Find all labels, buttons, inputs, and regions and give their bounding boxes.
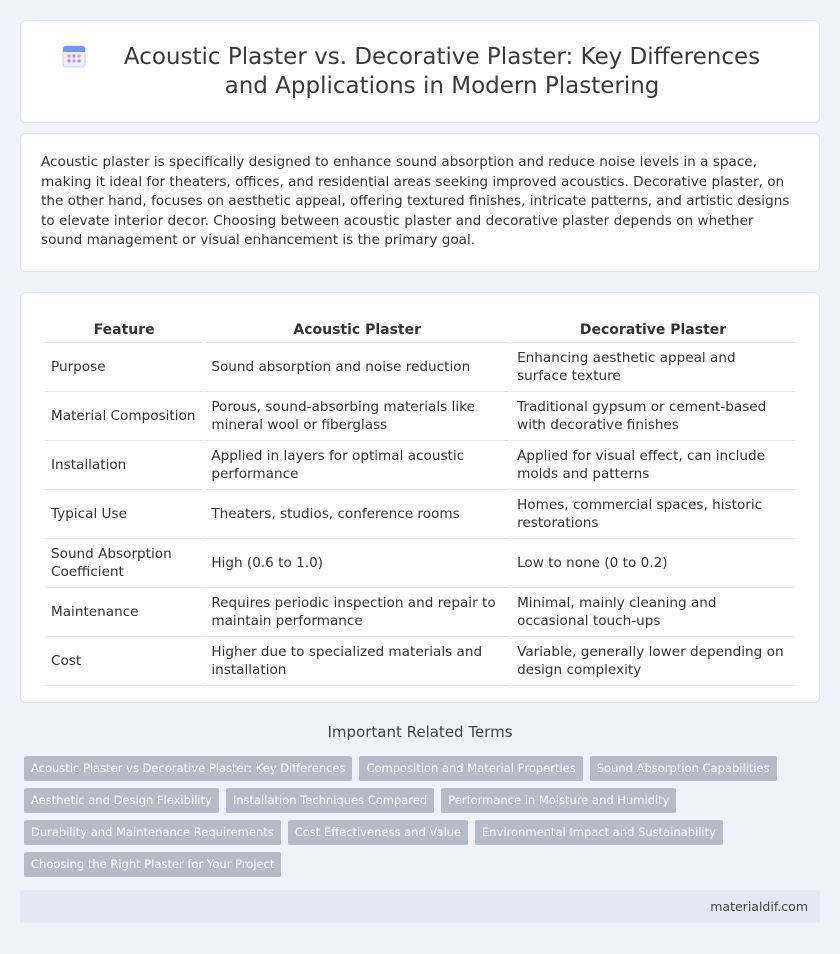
acoustic-cell: Requires periodic inspection and repair to maintain performance [205,588,509,637]
table-row [45,539,795,588]
feature-cell: Cost [45,637,203,686]
acoustic-cell: Theaters, studios, conference rooms [205,490,509,539]
footer [20,890,820,923]
related-term-tag[interactable]: Composition and Material Properties [359,756,582,781]
related-term-tag[interactable]: Environmental Impact and Sustainability [475,820,723,845]
intro-card [20,133,820,272]
header-decorative: Decorative Plaster [511,313,795,343]
acoustic-cell: Sound absorption and noise reduction [205,343,509,392]
related-term-tag[interactable]: Acoustic Plaster vs Decorative Plaster: Key Differences [24,756,352,781]
feature-cell: Maintenance [45,588,203,637]
header-feature: Feature [45,313,203,343]
site-link[interactable]: materialdif.com [710,899,808,914]
feature-cell: Typical Use [45,490,203,539]
feature-cell: Installation [45,441,203,490]
feature-cell: Material Composition [45,392,203,441]
related-terms-heading: Important Related Terms [327,723,513,741]
decorative-cell: Minimal, mainly cleaning and occasional touch-ups [511,588,795,637]
acoustic-cell: Higher due to specialized materials and installation [205,637,509,686]
related-terms-list [24,756,820,877]
table-row [45,392,795,441]
related-term-tag[interactable]: Durability and Maintenance Requirements [24,820,281,845]
intro-paragraph: Acoustic plaster is specifically designed to enhance sound absorption and reduce noise levels in a space, making it ideal for theaters, offices, and residential areas seeking improved acoustics. Decorative plaster, on the other hand, focuses on aesthetic appeal, offering textured finishes, intricate patterns, and artistic designs to elevate interior decor. Choosing between acoustic plaster and decorative plaster depends on whether sound management or visual enhancement is the primary goal. [41,154,790,248]
comparison-card [20,292,820,703]
calendar-grid-icon [61,43,87,69]
related-term-tag[interactable]: Cost Effectiveness and Value [288,820,468,845]
related-term-tag[interactable]: Aesthetic and Design Flexibility [24,788,219,813]
decorative-cell: Low to none (0 to 0.2) [511,539,795,588]
related-term-tag[interactable]: Sound Absorption Capabilities [590,756,777,781]
feature-cell: Purpose [45,343,203,392]
acoustic-cell: Applied in layers for optimal acoustic performance [205,441,509,490]
table-header-row [45,313,795,343]
related-term-tag[interactable]: Performance in Moisture and Humidity [441,788,676,813]
decorative-cell: Traditional gypsum or cement-based with decorative finishes [511,392,795,441]
acoustic-cell: Porous, sound-absorbing materials like mineral wool or fiberglass [205,392,509,441]
header-acoustic: Acoustic Plaster [205,313,509,343]
table-row [45,588,795,637]
decorative-cell: Enhancing aesthetic appeal and surface texture [511,343,795,392]
decorative-cell: Homes, commercial spaces, historic restorations [511,490,795,539]
table-row [45,343,795,392]
title-card [20,20,820,123]
related-term-tag[interactable]: Installation Techniques Compared [226,788,434,813]
decorative-cell: Applied for visual effect, can include molds and patterns [511,441,795,490]
comparison-table [43,313,797,686]
page-title: Acoustic Plaster vs. Decorative Plaster: Key Differences and Applications in Modern Plastering [123,43,761,99]
acoustic-cell: High (0.6 to 1.0) [205,539,509,588]
related-term-tag[interactable]: Choosing the Right Plaster for Your Project [24,852,281,877]
table-row [45,637,795,686]
feature-cell: Sound Absorption Coefficient [45,539,203,588]
table-row [45,490,795,539]
table-row [45,441,795,490]
decorative-cell: Variable, generally lower depending on design complexity [511,637,795,686]
